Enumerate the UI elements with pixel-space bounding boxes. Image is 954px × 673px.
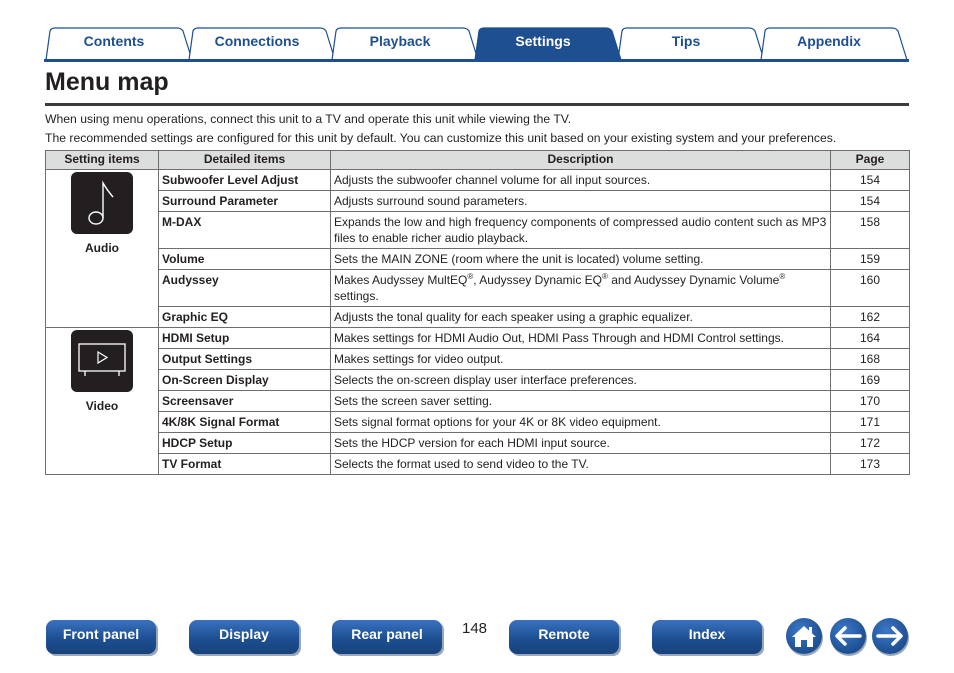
row-page-link[interactable]: 173: [831, 454, 910, 475]
group-video[interactable]: [46, 328, 159, 475]
row-page-link[interactable]: 162: [831, 307, 910, 328]
table-row: [46, 454, 910, 475]
item-output-settings[interactable]: Output Settings: [159, 349, 331, 370]
top-tab-bar: [44, 27, 909, 61]
row-page-link[interactable]: 164: [831, 328, 910, 349]
table-row: [46, 370, 910, 391]
table-row: [46, 307, 910, 328]
row-page-link[interactable]: 154: [831, 170, 910, 191]
item-subwoofer-level-adjust[interactable]: Subwoofer Level Adjust: [159, 170, 331, 191]
tab-contents[interactable]: Contents: [83, 33, 145, 49]
item-surround-parameter[interactable]: Surround Parameter: [159, 191, 331, 212]
row-description: Expands the low and high frequency components of compressed audio content such as MP3 files to enable richer audio playback.: [331, 212, 831, 249]
table-row: [46, 433, 910, 454]
row-description: Makes settings for video output.: [331, 349, 831, 370]
front-panel-button[interactable]: Front panel: [46, 620, 156, 654]
row-description: Makes Audyssey MultEQ®, Audyssey Dynamic EQ® and Audyssey Dynamic Volume® settings.: [331, 270, 831, 307]
title-divider: [45, 103, 909, 106]
display-button[interactable]: Display: [189, 620, 299, 654]
tv-play-icon: [71, 330, 133, 392]
row-description: Sets the MAIN ZONE (room where the unit is located) volume setting.: [331, 249, 831, 270]
header-setting-items: Setting items: [46, 151, 159, 170]
back-button[interactable]: [830, 618, 866, 654]
row-page-link[interactable]: 170: [831, 391, 910, 412]
row-description: Makes settings for HDMI Audio Out, HDMI Pass Through and HDMI Control settings.: [331, 328, 831, 349]
row-description: Adjusts surround sound parameters.: [331, 191, 831, 212]
row-page-link[interactable]: 168: [831, 349, 910, 370]
row-page-link[interactable]: 172: [831, 433, 910, 454]
intro-line-1: When using menu operations, connect this unit to a TV and operate this unit while viewing the TV.: [45, 112, 572, 126]
table-row: [46, 328, 910, 349]
row-page-link[interactable]: 160: [831, 270, 910, 307]
row-description: Sets signal format options for your 4K or 8K video equipment.: [331, 412, 831, 433]
rear-panel-button[interactable]: Rear panel: [332, 620, 442, 654]
index-button[interactable]: Index: [652, 620, 762, 654]
tab-appendix[interactable]: Appendix: [797, 33, 861, 49]
menu-map-table: [45, 150, 910, 475]
row-description: Selects the format used to send video to the TV.: [331, 454, 831, 475]
row-description: Adjusts the subwoofer channel volume for all input sources.: [331, 170, 831, 191]
item-graphic-eq[interactable]: Graphic EQ: [159, 307, 331, 328]
item-m-dax[interactable]: M-DAX: [159, 212, 331, 249]
page-title: Menu map: [45, 68, 169, 96]
item-volume[interactable]: Volume: [159, 249, 331, 270]
table-row: [46, 191, 910, 212]
tab-tips[interactable]: Tips: [671, 33, 701, 49]
tab-divider: [44, 59, 909, 62]
table-row: [46, 212, 910, 249]
tab-playback[interactable]: Playback: [369, 33, 431, 49]
item-tv-format[interactable]: TV Format: [159, 454, 331, 475]
item-audyssey[interactable]: Audyssey: [159, 270, 331, 307]
row-page-link[interactable]: 169: [831, 370, 910, 391]
forward-button[interactable]: [872, 618, 908, 654]
row-page-link[interactable]: 159: [831, 249, 910, 270]
music-note-icon: [71, 172, 133, 234]
group-label-video: Video: [85, 399, 119, 413]
row-page-link[interactable]: 158: [831, 212, 910, 249]
table-row: [46, 170, 910, 191]
table-row: [46, 349, 910, 370]
header-detailed-items: Detailed items: [159, 151, 331, 170]
row-description: Selects the on-screen display user interface preferences.: [331, 370, 831, 391]
remote-button[interactable]: Remote: [509, 620, 619, 654]
forward-arrow-icon: [876, 626, 904, 646]
tab-settings[interactable]: Settings: [515, 33, 571, 49]
row-description: Adjusts the tonal quality for each speaker using a graphic equalizer.: [331, 307, 831, 328]
item-screensaver[interactable]: Screensaver: [159, 391, 331, 412]
group-audio[interactable]: [46, 170, 159, 328]
intro-line-2: The recommended settings are configured for this unit by default. You can customize this unit based on your existing system and your preferences.: [45, 131, 837, 145]
header-page: Page: [831, 151, 910, 170]
header-description: Description: [331, 151, 831, 170]
home-icon: [791, 624, 817, 648]
row-page-link[interactable]: 154: [831, 191, 910, 212]
back-arrow-icon: [834, 626, 862, 646]
row-description: Sets the screen saver setting.: [331, 391, 831, 412]
row-description: Sets the HDCP version for each HDMI input source.: [331, 433, 831, 454]
home-button[interactable]: [786, 618, 822, 654]
row-page-link[interactable]: 171: [831, 412, 910, 433]
tab-connections[interactable]: Connections: [214, 33, 300, 49]
table-row: [46, 412, 910, 433]
table-header-row: [46, 151, 910, 170]
table-row: [46, 249, 910, 270]
table-row: [46, 391, 910, 412]
page-number: 148: [462, 620, 488, 637]
item-hdcp-setup[interactable]: HDCP Setup: [159, 433, 331, 454]
item-on-screen-display[interactable]: On-Screen Display: [159, 370, 331, 391]
item-hdmi-setup[interactable]: HDMI Setup: [159, 328, 331, 349]
table-row: [46, 270, 910, 307]
item-4k-8k-signal-format[interactable]: 4K/8K Signal Format: [159, 412, 331, 433]
group-label-audio: Audio: [85, 241, 119, 255]
